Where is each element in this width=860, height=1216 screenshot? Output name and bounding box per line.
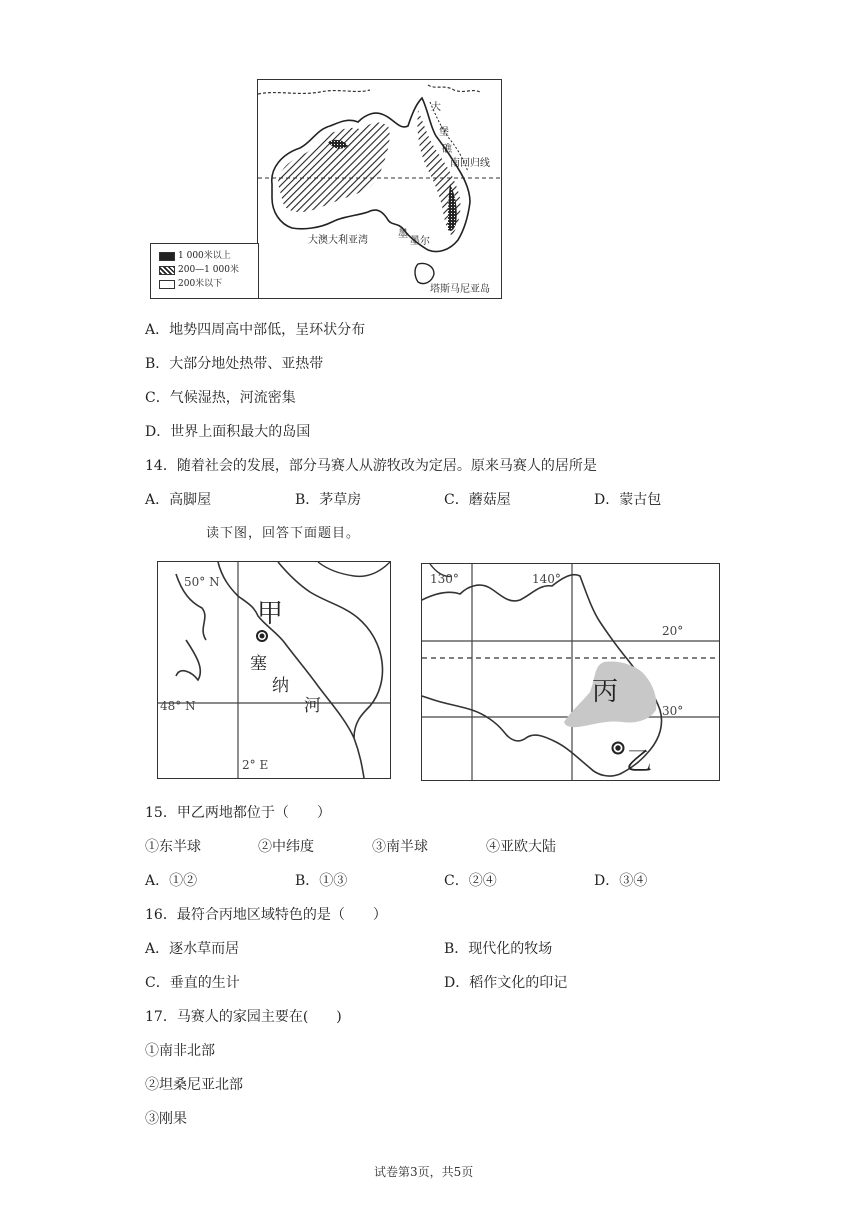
legend-low-label: 200米以下 <box>178 279 223 289</box>
australia-grid-svg <box>422 564 719 780</box>
lon-2e-label: 2° E <box>242 758 269 772</box>
q16-option-b: B．现代化的牧场 <box>444 941 553 957</box>
q16-option-c: C．垂直的生计 <box>145 975 240 991</box>
q15-statement-1: ①东半球 <box>145 839 201 855</box>
label-na: 纳 <box>272 676 289 696</box>
q17-statement-1: ①南非北部 <box>145 1043 215 1059</box>
label-yi: 乙 <box>626 747 653 777</box>
australia-grid-map <box>421 563 720 781</box>
swatch-blank <box>159 280 175 289</box>
lat-48n-label: 48° N <box>160 699 196 713</box>
seine-map <box>157 561 391 779</box>
page-footer: 试卷第3页，共5页 <box>374 1165 474 1179</box>
swatch-hatch <box>159 266 175 275</box>
lon-130-label: 130° <box>430 572 459 586</box>
swatch-dense <box>159 252 175 261</box>
q15-option-a: A．①② <box>145 873 198 889</box>
label-tasmania: 塔斯马尼亚岛 <box>430 284 490 295</box>
lat-50n-label: 50° N <box>184 575 220 589</box>
q13-option-b: B．大部分地处热带、亚热带 <box>145 356 324 372</box>
q16-stem: 16．最符合丙地区域特色的是（ ） <box>145 907 387 923</box>
q15-option-b: B．①③ <box>295 873 348 889</box>
label-gulf: 大澳大利亚湾 <box>308 235 368 246</box>
q15-option-d: D．③④ <box>594 873 648 889</box>
q15-statement-2: ②中纬度 <box>258 839 314 855</box>
label-bing: 丙 <box>592 677 619 707</box>
australia-relief-svg <box>258 80 501 298</box>
q14-option-a: A．高脚屋 <box>145 492 212 508</box>
lat-20-label: 20° <box>662 624 684 638</box>
legend-mid-label: 200—1 000米 <box>178 265 239 275</box>
q17-stem: 17．马赛人的家园主要在( ) <box>145 1009 342 1025</box>
label-bao: 堡 <box>439 127 449 138</box>
australia-relief-map <box>257 79 502 299</box>
q13-option-c: C．气候湿热，河流密集 <box>145 390 296 406</box>
q13-option-a: A．地势四周高中部低，呈环状分布 <box>145 322 366 338</box>
q14-stem: 14．随着社会的发展，部分马赛人从游牧改为定居。原来马赛人的居所是 <box>145 458 597 474</box>
legend-low <box>159 279 222 290</box>
q16-option-a: A．逐水草而居 <box>145 941 240 957</box>
q17-statement-2: ②坦桑尼亚北部 <box>145 1077 243 1093</box>
label-sai: 塞 <box>250 654 267 674</box>
label-jia: 甲 <box>257 599 284 629</box>
label-murray: 墨尔 <box>410 236 430 247</box>
q15-statement-4: ④亚欧大陆 <box>486 839 556 855</box>
q15-statement-3: ③南半球 <box>372 839 428 855</box>
legend-high-label: 1 000米以上 <box>178 251 231 261</box>
q14-option-c: C．蘑菇屋 <box>444 492 511 508</box>
q15-option-c: C．②④ <box>444 873 497 889</box>
q17-statement-3: ③刚果 <box>145 1111 187 1127</box>
legend-high <box>159 251 231 262</box>
label-tropic: 南回归线 <box>450 158 490 169</box>
label-jiao: 礁 <box>442 144 452 155</box>
read-map-instruction: 读下图，回答下面题目。 <box>206 526 361 541</box>
q13-option-d: D．世界上面积最大的岛国 <box>145 424 311 440</box>
seine-map-svg <box>158 562 390 778</box>
legend-mid <box>159 265 239 276</box>
relief-legend <box>150 243 259 299</box>
label-da: 大 <box>431 102 441 113</box>
lon-140-label: 140° <box>532 572 561 586</box>
label-he: 河 <box>304 696 321 716</box>
lat-30-label: 30° <box>662 704 684 718</box>
q15-stem: 15．甲乙两地都位于（ ） <box>145 805 331 821</box>
q14-option-d: D．蒙古包 <box>594 492 662 508</box>
q14-option-b: B．茅草房 <box>295 492 362 508</box>
label-mu: 墨 <box>398 229 408 240</box>
q16-option-d: D．稻作文化的印记 <box>444 975 568 991</box>
